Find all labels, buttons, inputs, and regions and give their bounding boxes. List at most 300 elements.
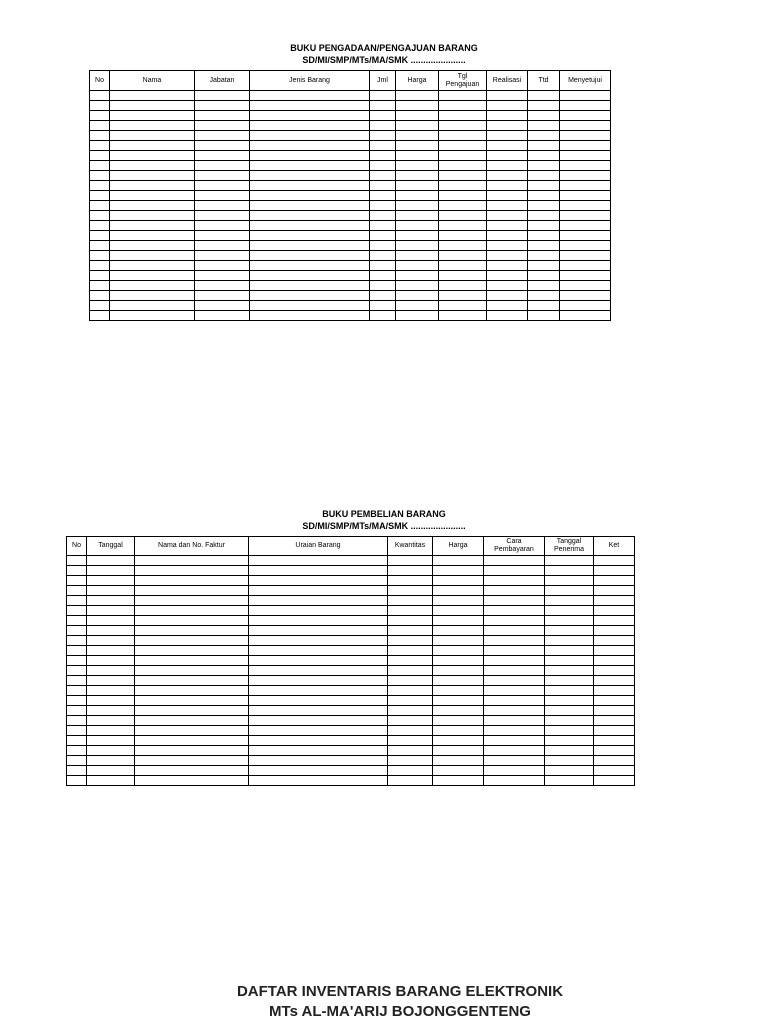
table-cell bbox=[195, 221, 250, 231]
table-cell bbox=[250, 251, 370, 261]
table-cell bbox=[433, 636, 484, 646]
table-cell bbox=[545, 666, 594, 676]
table-cell bbox=[90, 271, 110, 281]
table-cell bbox=[545, 726, 594, 736]
table-cell bbox=[484, 566, 545, 576]
table-cell bbox=[560, 311, 611, 321]
table-cell bbox=[249, 626, 388, 636]
table-cell bbox=[528, 111, 560, 121]
table-cell bbox=[135, 666, 249, 676]
table-row bbox=[90, 111, 611, 121]
table-cell bbox=[250, 241, 370, 251]
table-cell bbox=[439, 281, 487, 291]
table-cell bbox=[487, 101, 528, 111]
table-cell bbox=[545, 696, 594, 706]
table-cell bbox=[396, 181, 439, 191]
table-cell bbox=[545, 736, 594, 746]
table-cell bbox=[439, 121, 487, 131]
table-cell bbox=[484, 706, 545, 716]
table-cell bbox=[87, 586, 135, 596]
table-cell bbox=[396, 311, 439, 321]
table-cell bbox=[388, 596, 433, 606]
table-cell bbox=[560, 301, 611, 311]
table-cell bbox=[487, 271, 528, 281]
table-cell bbox=[484, 736, 545, 746]
table-cell bbox=[370, 241, 396, 251]
table-cell bbox=[249, 726, 388, 736]
table-cell bbox=[484, 716, 545, 726]
table-cell bbox=[135, 676, 249, 686]
table-cell bbox=[87, 696, 135, 706]
table-row bbox=[90, 201, 611, 211]
table-cell bbox=[388, 736, 433, 746]
col-header: Ket bbox=[594, 537, 635, 556]
table-cell bbox=[487, 291, 528, 301]
table-cell bbox=[594, 766, 635, 776]
table-cell bbox=[249, 736, 388, 746]
col-header: Ttd bbox=[528, 71, 560, 91]
table-cell bbox=[528, 121, 560, 131]
table-cell bbox=[135, 656, 249, 666]
table-cell bbox=[90, 221, 110, 231]
table-cell bbox=[594, 776, 635, 786]
table-cell bbox=[90, 91, 110, 101]
table-cell bbox=[135, 646, 249, 656]
table-cell bbox=[487, 131, 528, 141]
table-cell bbox=[560, 221, 611, 231]
table-cell bbox=[250, 191, 370, 201]
table-cell bbox=[67, 776, 87, 786]
table-cell bbox=[560, 251, 611, 261]
table-cell bbox=[90, 191, 110, 201]
table-row bbox=[90, 231, 611, 241]
table-cell bbox=[249, 776, 388, 786]
table-cell bbox=[396, 101, 439, 111]
table-cell bbox=[110, 91, 195, 101]
table-cell bbox=[135, 606, 249, 616]
table-cell bbox=[439, 211, 487, 221]
table-cell bbox=[528, 221, 560, 231]
table-cell bbox=[433, 586, 484, 596]
col-header: Tanggal Penerima bbox=[545, 537, 594, 556]
table-cell bbox=[67, 716, 87, 726]
table-cell bbox=[195, 121, 250, 131]
table-cell bbox=[135, 596, 249, 606]
table-cell bbox=[545, 596, 594, 606]
table-cell bbox=[594, 716, 635, 726]
table-cell bbox=[195, 291, 250, 301]
table-cell bbox=[545, 586, 594, 596]
table-row bbox=[90, 131, 611, 141]
table-cell bbox=[528, 101, 560, 111]
table-row bbox=[90, 141, 611, 151]
table-cell bbox=[249, 656, 388, 666]
table-cell bbox=[439, 291, 487, 301]
table-cell bbox=[594, 616, 635, 626]
table-cell bbox=[484, 646, 545, 656]
table-cell bbox=[90, 251, 110, 261]
table-cell bbox=[396, 91, 439, 101]
table-cell bbox=[484, 656, 545, 666]
table-cell bbox=[250, 181, 370, 191]
table-cell bbox=[528, 141, 560, 151]
table-cell bbox=[388, 726, 433, 736]
table-cell bbox=[560, 181, 611, 191]
table-cell bbox=[370, 181, 396, 191]
table-cell bbox=[484, 596, 545, 606]
table-cell bbox=[370, 121, 396, 131]
table-cell bbox=[87, 616, 135, 626]
table-cell bbox=[545, 566, 594, 576]
table-cell bbox=[249, 746, 388, 756]
table-cell bbox=[439, 241, 487, 251]
table-cell bbox=[594, 726, 635, 736]
table-row bbox=[67, 566, 635, 576]
table-cell bbox=[396, 251, 439, 261]
col-header: Tgl Pengajuan bbox=[439, 71, 487, 91]
table-cell bbox=[545, 676, 594, 686]
footer-title: DAFTAR INVENTARIS BARANG ELEKTRONIK bbox=[236, 983, 564, 1000]
table-cell bbox=[195, 131, 250, 141]
table-row bbox=[67, 766, 635, 776]
table-cell bbox=[594, 706, 635, 716]
table-cell bbox=[249, 576, 388, 586]
footer-subtitle: MTs AL-MA'ARIJ BOJONGGENTENG bbox=[269, 1003, 531, 1020]
table-cell bbox=[249, 686, 388, 696]
table-cell bbox=[545, 576, 594, 586]
col-header: Uraian Barang bbox=[249, 537, 388, 556]
table-cell bbox=[195, 201, 250, 211]
table-cell bbox=[135, 636, 249, 646]
table-cell bbox=[195, 211, 250, 221]
table-cell bbox=[388, 686, 433, 696]
table-cell bbox=[135, 746, 249, 756]
table-cell bbox=[487, 171, 528, 181]
table-cell bbox=[195, 101, 250, 111]
table-cell bbox=[370, 311, 396, 321]
table-cell bbox=[545, 556, 594, 566]
table-cell bbox=[110, 201, 195, 211]
table-cell bbox=[560, 91, 611, 101]
table-cell bbox=[250, 121, 370, 131]
table-cell bbox=[370, 281, 396, 291]
table-cell bbox=[195, 161, 250, 171]
table-cell bbox=[67, 726, 87, 736]
table-cell bbox=[433, 576, 484, 586]
table-row bbox=[90, 291, 611, 301]
table-cell bbox=[110, 171, 195, 181]
table-cell bbox=[388, 706, 433, 716]
table-row bbox=[67, 606, 635, 616]
table-cell bbox=[560, 291, 611, 301]
table-cell bbox=[110, 311, 195, 321]
table-row bbox=[67, 626, 635, 636]
table-cell bbox=[528, 311, 560, 321]
table-cell bbox=[594, 566, 635, 576]
table-cell bbox=[528, 191, 560, 201]
table-cell bbox=[487, 251, 528, 261]
table-cell bbox=[594, 666, 635, 676]
table-cell bbox=[487, 281, 528, 291]
procurement-table bbox=[89, 70, 611, 321]
table-cell bbox=[484, 726, 545, 736]
table-cell bbox=[110, 231, 195, 241]
col-header: Menyetujui bbox=[560, 71, 611, 91]
table-cell bbox=[439, 261, 487, 271]
table-cell bbox=[484, 756, 545, 766]
col-header: Harga bbox=[433, 537, 484, 556]
table-cell bbox=[135, 766, 249, 776]
table-cell bbox=[560, 171, 611, 181]
table-cell bbox=[528, 91, 560, 101]
table-cell bbox=[487, 311, 528, 321]
table-cell bbox=[135, 626, 249, 636]
table-cell bbox=[396, 171, 439, 181]
table-cell bbox=[250, 111, 370, 121]
table-cell bbox=[87, 736, 135, 746]
table-cell bbox=[135, 716, 249, 726]
table-cell bbox=[439, 161, 487, 171]
table-cell bbox=[594, 756, 635, 766]
table-cell bbox=[396, 131, 439, 141]
table-cell bbox=[67, 736, 87, 746]
table-cell bbox=[195, 311, 250, 321]
table-cell bbox=[67, 666, 87, 676]
purchase-table bbox=[66, 536, 635, 786]
table-cell bbox=[484, 586, 545, 596]
table-cell bbox=[87, 666, 135, 676]
table-cell bbox=[90, 261, 110, 271]
table-row bbox=[90, 221, 611, 231]
table-row bbox=[90, 101, 611, 111]
table-cell bbox=[484, 636, 545, 646]
table-cell bbox=[87, 776, 135, 786]
table-row bbox=[67, 576, 635, 586]
table-cell bbox=[439, 271, 487, 281]
col-header: Kwantitas bbox=[388, 537, 433, 556]
table-cell bbox=[249, 696, 388, 706]
table-cell bbox=[67, 656, 87, 666]
table-cell bbox=[249, 646, 388, 656]
table-cell bbox=[370, 101, 396, 111]
table-cell bbox=[594, 556, 635, 566]
table-cell bbox=[67, 566, 87, 576]
table-cell bbox=[545, 746, 594, 756]
table-cell bbox=[388, 666, 433, 676]
table-cell bbox=[594, 606, 635, 616]
col-header: Tanggal bbox=[87, 537, 135, 556]
table-cell bbox=[195, 251, 250, 261]
table-cell bbox=[370, 251, 396, 261]
table-cell bbox=[250, 131, 370, 141]
table-cell bbox=[87, 676, 135, 686]
table-cell bbox=[396, 221, 439, 231]
table-cell bbox=[396, 271, 439, 281]
table-cell bbox=[484, 616, 545, 626]
table-cell bbox=[560, 231, 611, 241]
table-cell bbox=[484, 626, 545, 636]
table-cell bbox=[560, 261, 611, 271]
table-cell bbox=[396, 141, 439, 151]
table-cell bbox=[439, 181, 487, 191]
table-cell bbox=[110, 261, 195, 271]
table-cell bbox=[135, 556, 249, 566]
section1-subtitle: SD/MI/SMP/MTs/MA/SMK ...................... bbox=[302, 55, 466, 65]
table-cell bbox=[433, 736, 484, 746]
table-cell bbox=[67, 676, 87, 686]
table-cell bbox=[594, 686, 635, 696]
table-cell bbox=[388, 606, 433, 616]
table-cell bbox=[433, 626, 484, 636]
table-cell bbox=[439, 91, 487, 101]
table-row bbox=[67, 726, 635, 736]
table-cell bbox=[67, 746, 87, 756]
table-cell bbox=[560, 201, 611, 211]
table-cell bbox=[370, 211, 396, 221]
table-row bbox=[67, 586, 635, 596]
table-cell bbox=[250, 271, 370, 281]
table-cell bbox=[135, 726, 249, 736]
table-cell bbox=[439, 171, 487, 181]
table-row bbox=[90, 261, 611, 271]
table-cell bbox=[484, 766, 545, 776]
table-cell bbox=[487, 231, 528, 241]
table-cell bbox=[135, 756, 249, 766]
table-cell bbox=[195, 111, 250, 121]
table-cell bbox=[67, 636, 87, 646]
table-cell bbox=[439, 311, 487, 321]
table-cell bbox=[433, 716, 484, 726]
table-cell bbox=[110, 191, 195, 201]
table-cell bbox=[249, 636, 388, 646]
col-header: Jenis Barang bbox=[250, 71, 370, 91]
table-cell bbox=[396, 261, 439, 271]
table-cell bbox=[90, 131, 110, 141]
table-cell bbox=[396, 281, 439, 291]
table-cell bbox=[370, 221, 396, 231]
table-cell bbox=[90, 111, 110, 121]
table-cell bbox=[433, 766, 484, 776]
table-row bbox=[67, 756, 635, 766]
table-cell bbox=[110, 301, 195, 311]
table-cell bbox=[110, 151, 195, 161]
table-cell bbox=[433, 706, 484, 716]
table-cell bbox=[250, 221, 370, 231]
table-cell bbox=[439, 221, 487, 231]
table-cell bbox=[67, 756, 87, 766]
table-cell bbox=[439, 111, 487, 121]
table-cell bbox=[87, 566, 135, 576]
table-cell bbox=[67, 586, 87, 596]
table-row bbox=[67, 746, 635, 756]
table-cell bbox=[249, 706, 388, 716]
table-cell bbox=[528, 231, 560, 241]
table-cell bbox=[135, 706, 249, 716]
table-cell bbox=[433, 746, 484, 756]
table-cell bbox=[433, 646, 484, 656]
table-cell bbox=[484, 676, 545, 686]
table-cell bbox=[195, 241, 250, 251]
table-cell bbox=[67, 766, 87, 776]
table-cell bbox=[545, 626, 594, 636]
table-cell bbox=[487, 191, 528, 201]
table-cell bbox=[249, 616, 388, 626]
table-cell bbox=[594, 576, 635, 586]
table-cell bbox=[135, 776, 249, 786]
table-row bbox=[67, 646, 635, 656]
table-row bbox=[67, 706, 635, 716]
table-cell bbox=[370, 291, 396, 301]
table-cell bbox=[87, 766, 135, 776]
table-cell bbox=[249, 676, 388, 686]
table-row bbox=[90, 151, 611, 161]
table-row bbox=[90, 91, 611, 101]
table-cell bbox=[195, 261, 250, 271]
table-cell bbox=[135, 616, 249, 626]
table-cell bbox=[250, 201, 370, 211]
table-cell bbox=[560, 241, 611, 251]
table-cell bbox=[388, 756, 433, 766]
table-cell bbox=[370, 161, 396, 171]
table-cell bbox=[560, 131, 611, 141]
table-cell bbox=[370, 271, 396, 281]
table-cell bbox=[487, 181, 528, 191]
table-cell bbox=[545, 756, 594, 766]
table-cell bbox=[87, 686, 135, 696]
table-cell bbox=[528, 151, 560, 161]
table-cell bbox=[67, 616, 87, 626]
table-cell bbox=[67, 556, 87, 566]
table-cell bbox=[87, 606, 135, 616]
table-cell bbox=[110, 221, 195, 231]
table-cell bbox=[484, 606, 545, 616]
table-cell bbox=[110, 211, 195, 221]
col-header: Jml bbox=[370, 71, 396, 91]
table-cell bbox=[433, 666, 484, 676]
table-cell bbox=[594, 746, 635, 756]
table-cell bbox=[87, 706, 135, 716]
table-cell bbox=[396, 231, 439, 241]
table-cell bbox=[87, 756, 135, 766]
table-row bbox=[67, 676, 635, 686]
table-cell bbox=[528, 131, 560, 141]
table-cell bbox=[439, 231, 487, 241]
table-cell bbox=[439, 141, 487, 151]
table-row bbox=[67, 686, 635, 696]
table-cell bbox=[396, 121, 439, 131]
table-row bbox=[67, 656, 635, 666]
table-cell bbox=[487, 151, 528, 161]
table-cell bbox=[396, 151, 439, 161]
table-cell bbox=[195, 181, 250, 191]
table-cell bbox=[487, 211, 528, 221]
table-cell bbox=[396, 291, 439, 301]
table-cell bbox=[545, 706, 594, 716]
table-cell bbox=[370, 201, 396, 211]
table-cell bbox=[487, 141, 528, 151]
table-cell bbox=[484, 686, 545, 696]
table-cell bbox=[545, 636, 594, 646]
table-cell bbox=[110, 161, 195, 171]
table-cell bbox=[249, 666, 388, 676]
table-cell bbox=[135, 736, 249, 746]
purchase-header-row bbox=[67, 537, 635, 556]
table-cell bbox=[370, 171, 396, 181]
table-cell bbox=[90, 171, 110, 181]
table-cell bbox=[484, 576, 545, 586]
table-cell bbox=[135, 566, 249, 576]
table-cell bbox=[195, 301, 250, 311]
